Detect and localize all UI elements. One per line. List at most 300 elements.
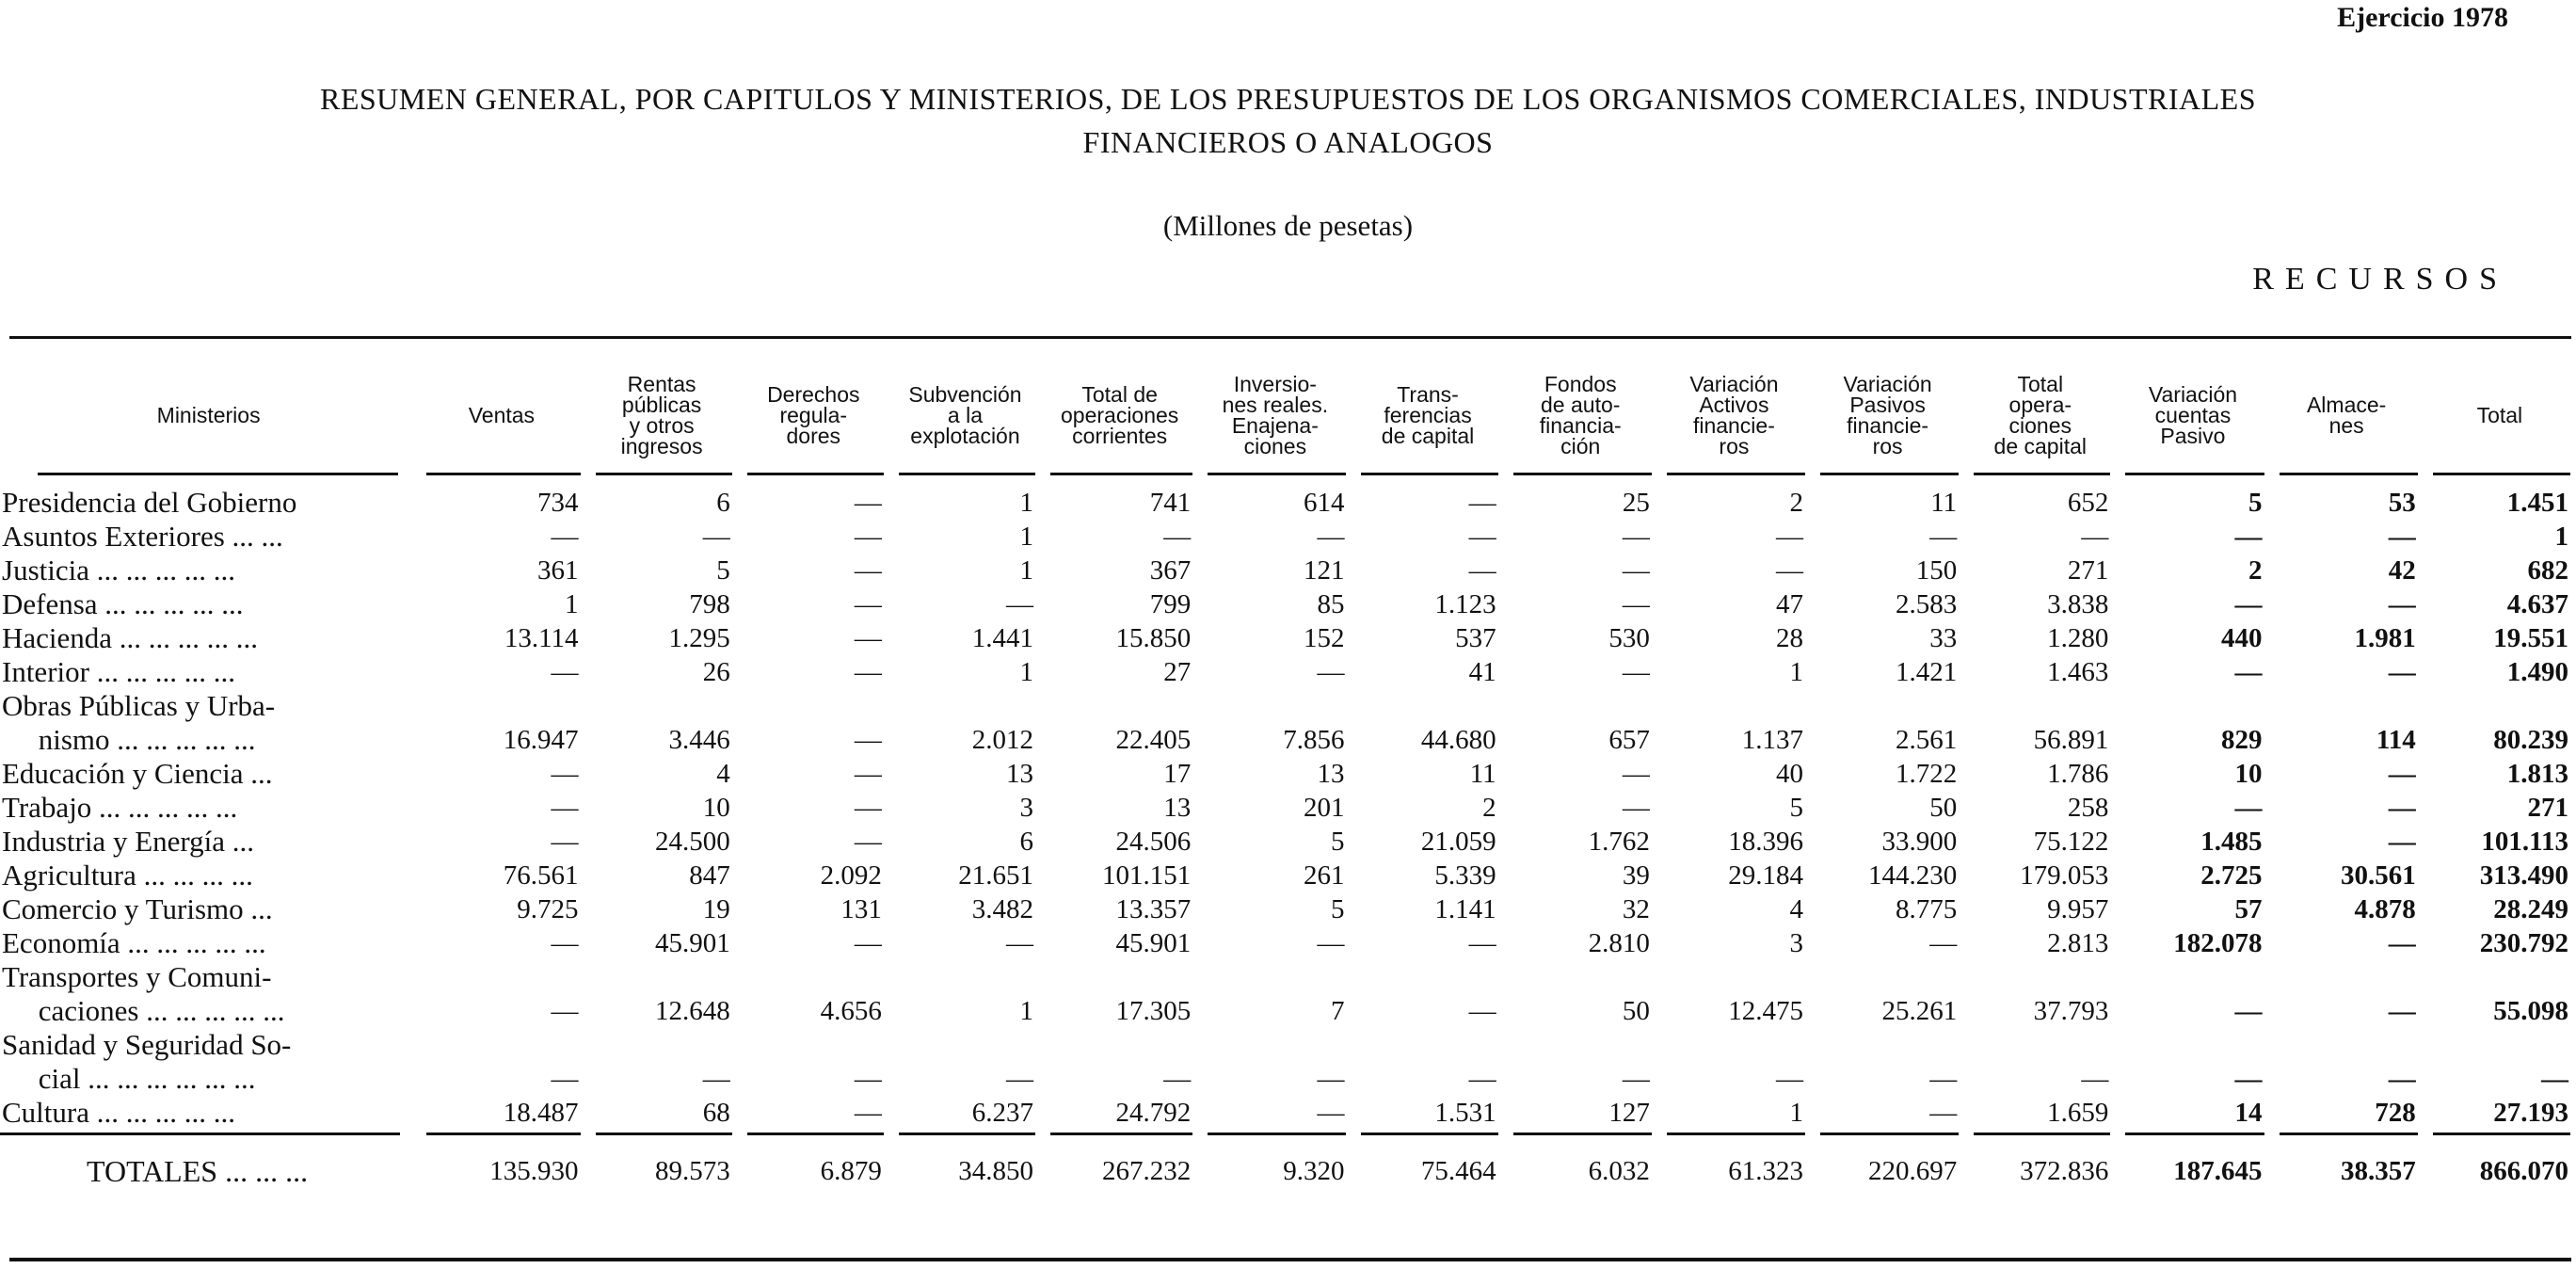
ministry-name: Defensa ... ... ... ... ...	[2, 587, 244, 620]
cell-value: 3	[1789, 928, 1803, 958]
cell-value: 1	[1019, 522, 1034, 552]
column-header	[1504, 346, 1657, 483]
cell-value: 76.561	[503, 860, 579, 891]
cell-value: 85	[1317, 589, 1345, 619]
cell-value	[1811, 1025, 1964, 1059]
column-header-label: Almace- nes	[2306, 392, 2387, 438]
cell-value: —	[1622, 657, 1650, 687]
cell-value: —	[1468, 522, 1496, 552]
ministry-name: Transportes y Comuni-	[2, 960, 272, 993]
cell-value: 1.441	[971, 623, 1034, 653]
cell-value	[889, 686, 1041, 720]
cell-value	[1811, 957, 1964, 991]
cell-value: 1	[565, 589, 579, 619]
cell-value: 75.122	[2033, 827, 2109, 857]
cell-value: 2.813	[2047, 928, 2109, 958]
cell-value: 24.792	[1115, 1098, 1192, 1128]
cell-value: 3	[1019, 793, 1034, 823]
cell-value: —	[1468, 996, 1496, 1026]
cell-value: 25.261	[1881, 996, 1958, 1026]
cell-value: —	[1163, 1064, 1192, 1094]
column-header	[889, 346, 1041, 483]
cell-value: 21.651	[958, 860, 1034, 891]
cell-value: 1.295	[668, 623, 730, 653]
column-header	[1352, 346, 1503, 483]
cell-value: —	[1317, 522, 1345, 552]
ministry-name: Comercio y Turismo ...	[2, 892, 273, 925]
ministry-name: Industria y Energía ...	[2, 825, 255, 858]
cell-value: —	[1163, 522, 1192, 552]
cell-value: —	[1776, 555, 1803, 586]
table-row	[0, 1093, 2576, 1127]
cell-value	[2270, 1025, 2424, 1059]
table-row	[0, 483, 2576, 517]
column-header	[417, 346, 585, 483]
cell-value: —	[1468, 928, 1496, 958]
cell-value: 13	[1317, 759, 1345, 789]
cell-value: 1	[1019, 996, 1034, 1026]
cell-value: —	[1006, 928, 1034, 958]
cell-value: 121	[1303, 555, 1345, 586]
cell-value: 61.323	[1657, 1127, 1811, 1193]
cell-value: 8.775	[1895, 894, 1958, 924]
cell-value	[1811, 686, 1964, 720]
cell-value: —	[854, 522, 882, 552]
cell-value: 127	[1608, 1098, 1650, 1128]
column-header-label: Inversio- nes reales. Enajena- ciones	[1222, 371, 1329, 458]
cell-value	[1964, 957, 2116, 991]
cell-value	[1657, 686, 1811, 720]
column-header-label: Ministerios	[156, 402, 261, 427]
cell-value: 1.141	[1434, 894, 1496, 924]
cell-value: —	[551, 1064, 579, 1094]
cell-value: 10	[2234, 759, 2263, 789]
column-header	[1198, 346, 1352, 483]
cell-value: 101.113	[2481, 827, 2568, 857]
cell-value: —	[2234, 522, 2263, 552]
cell-value: 271	[2527, 793, 2568, 823]
cell-value: 1	[1019, 488, 1034, 518]
table-row	[0, 1025, 2576, 1059]
cell-value: 15.850	[1115, 623, 1192, 653]
cell-value: 1	[1019, 657, 1034, 687]
column-header-label: Total	[2476, 402, 2523, 427]
cell-value: 13.357	[1115, 894, 1192, 924]
column-header	[586, 346, 738, 483]
cell-value: —	[1622, 793, 1650, 823]
cell-value: 798	[689, 589, 730, 619]
cell-value: 33	[1929, 623, 1958, 653]
cell-value: 6.237	[971, 1098, 1034, 1128]
ministry-name: Cultura ... ... ... ... ...	[2, 1096, 235, 1129]
cell-value: —	[702, 522, 730, 552]
cell-value: 39	[1622, 860, 1650, 891]
cell-value: —	[854, 725, 882, 755]
cell-value: 5	[2248, 488, 2263, 518]
cell-value: 1.137	[1741, 725, 1803, 755]
cell-value: —	[2234, 996, 2263, 1026]
cell-value: 1.490	[2506, 657, 2568, 687]
cell-value: 3.838	[2047, 589, 2109, 619]
column-header-label: Subvención a la explotación	[908, 381, 1022, 448]
cell-value	[417, 957, 585, 991]
column-header-label: Total opera- ciones de capital	[1993, 371, 2087, 458]
ministry-name: Presidencia del Gobierno	[2, 486, 297, 519]
cell-value	[2116, 1025, 2269, 1059]
column-header-label: Total de operaciones corrientes	[1061, 381, 1179, 448]
cell-value: —	[854, 623, 882, 653]
cell-value: 1.762	[1588, 827, 1650, 857]
cell-value: 16.947	[503, 725, 579, 755]
cell-value: —	[854, 928, 882, 958]
column-header	[2270, 346, 2424, 483]
cell-value: 1.123	[1434, 589, 1496, 619]
cell-value: 6.032	[1504, 1127, 1657, 1193]
cell-value: —	[2388, 1064, 2416, 1094]
cell-value: 55.098	[2493, 996, 2568, 1026]
cell-value: 80.239	[2493, 725, 2568, 755]
cell-value: —	[1468, 555, 1496, 586]
cell-value: —	[2388, 657, 2416, 687]
cell-value: 13.114	[504, 623, 579, 653]
cell-value: 17	[1163, 759, 1192, 789]
cell-value	[2424, 686, 2576, 720]
cell-value: 152	[1303, 623, 1345, 653]
cell-value: —	[1622, 555, 1650, 586]
top-rule	[9, 336, 2571, 339]
cell-value	[1504, 957, 1657, 991]
cell-value: 114	[2376, 725, 2416, 755]
cell-value: 9.320	[1198, 1127, 1352, 1193]
cell-value: —	[2234, 657, 2263, 687]
cell-value: 57	[2234, 894, 2263, 924]
cell-value: 2.810	[1588, 928, 1650, 958]
exercise-year: Ejercicio 1978	[2337, 2, 2508, 33]
cell-value: 4.878	[2354, 894, 2416, 924]
cell-value: —	[1317, 1098, 1345, 1128]
cell-value: 182.078	[2173, 928, 2263, 958]
cell-value: 220.697	[1811, 1127, 1964, 1193]
table-row	[0, 686, 2576, 720]
cell-value: 21.059	[1420, 827, 1496, 857]
cell-value	[1504, 686, 1657, 720]
cell-value: —	[551, 657, 579, 687]
cell-value	[1198, 1025, 1352, 1059]
cell-value: 5.339	[1434, 860, 1496, 891]
cell-value: 101.151	[1102, 860, 1192, 891]
column-header-label: Variación Pasivos financie- ros	[1843, 371, 1932, 458]
cell-value: 13	[1006, 759, 1034, 789]
table-body	[0, 483, 2576, 1193]
cell-value: 131	[840, 894, 882, 924]
cell-value	[1352, 957, 1503, 991]
cell-value: 53	[2388, 488, 2416, 518]
cell-value	[417, 1025, 585, 1059]
cell-value: —	[854, 589, 882, 619]
cell-value: —	[2234, 589, 2263, 619]
table-row	[0, 1059, 2576, 1093]
cell-value: 19	[702, 894, 730, 924]
column-header-label: Trans- ferencias de capital	[1381, 381, 1475, 448]
cell-value: 829	[2221, 725, 2263, 755]
cell-value: 25	[1622, 488, 1650, 518]
cell-value: —	[2081, 522, 2109, 552]
ministry-name: caciones ... ... ... ... ...	[2, 994, 285, 1027]
cell-value: —	[1006, 589, 1034, 619]
ministry-name: Agricultura ... ... ... ...	[2, 859, 253, 892]
cell-value: —	[551, 996, 579, 1026]
cell-value: 372.836	[1964, 1127, 2116, 1193]
cell-value	[2424, 1025, 2576, 1059]
cell-value: 799	[1149, 589, 1192, 619]
cell-value	[1352, 1025, 1503, 1059]
cell-value: —	[2388, 827, 2416, 857]
cell-value: 2	[1482, 793, 1496, 823]
cell-value: —	[551, 759, 579, 789]
ministry-name: Obras Públicas y Urba-	[2, 689, 276, 722]
cell-value: —	[551, 793, 579, 823]
cell-value	[738, 686, 889, 720]
cell-value: 5	[1330, 894, 1345, 924]
cell-value: 2	[2248, 555, 2263, 586]
cell-value: —	[1776, 522, 1803, 552]
ministry-name: Educación y Ciencia ...	[2, 757, 273, 790]
cell-value	[586, 957, 738, 991]
ministry-name: Economía ... ... ... ... ...	[2, 926, 266, 959]
document-title	[38, 77, 2538, 164]
cell-value: 40	[1776, 759, 1803, 789]
units-caption: (Millones de pesetas)	[1162, 209, 1414, 242]
cell-value: 5	[716, 555, 730, 586]
cell-value: —	[2541, 1064, 2568, 1094]
column-header	[738, 346, 889, 483]
cell-value: —	[2388, 793, 2416, 823]
cell-value: 3.482	[971, 894, 1034, 924]
cell-value: —	[1622, 759, 1650, 789]
cell-value: 50	[1622, 996, 1650, 1026]
ministry-name: TOTALES ... ... ...	[0, 1127, 417, 1193]
cell-value: 11	[1930, 488, 1958, 518]
cell-value: 44.680	[1420, 725, 1496, 755]
cell-value: 734	[537, 488, 579, 518]
cell-value: —	[854, 555, 882, 586]
cell-value: 267.232	[1041, 1127, 1198, 1193]
cell-value: 22.405	[1115, 725, 1192, 755]
cell-value: —	[1006, 1064, 1034, 1094]
cell-value: 28.249	[2493, 894, 2568, 924]
cell-value: 313.490	[2479, 860, 2568, 891]
cell-value: 24.500	[654, 827, 730, 857]
cell-value: —	[2234, 1064, 2263, 1094]
cell-value: —	[2388, 589, 2416, 619]
cell-value	[1041, 957, 1198, 991]
table-row	[0, 754, 2576, 788]
cell-value	[1657, 1025, 1811, 1059]
table-row	[0, 517, 2576, 551]
column-header	[1657, 346, 1811, 483]
column-header-label: Derechos regula- dores	[767, 381, 860, 448]
cell-value: —	[2388, 522, 2416, 552]
cell-value: 537	[1455, 623, 1496, 653]
cell-value: —	[1317, 657, 1345, 687]
cell-value: 440	[2221, 623, 2263, 653]
cell-value: 367	[1149, 555, 1192, 586]
cell-value: 2.092	[820, 860, 882, 891]
cell-value: 2.012	[971, 725, 1034, 755]
cell-value: —	[1929, 1064, 1958, 1094]
cell-value: 187.645	[2116, 1127, 2269, 1193]
cell-value	[1198, 957, 1352, 991]
title-line-1: RESUMEN GENERAL, POR CAPITULOS Y MINISTERIOS, DE LOS PRESUPUESTOS DE LOS ORGANISMOS COMERCIALES, INDUSTRIALES	[319, 82, 2257, 116]
cell-value: —	[1929, 928, 1958, 958]
cell-value: 5	[1789, 793, 1803, 823]
cell-value: 41	[1468, 657, 1496, 687]
column-header	[1811, 346, 1964, 483]
table-row	[0, 856, 2576, 890]
cell-value: 682	[2527, 555, 2568, 586]
cell-value: 2.725	[2200, 860, 2263, 891]
cell-value	[2116, 957, 2269, 991]
title-line-2: FINANCIEROS O ANALOGOS	[1082, 125, 1494, 159]
ministry-name: Trabajo ... ... ... ... ...	[2, 791, 238, 824]
table-row	[0, 720, 2576, 754]
cell-value: 56.891	[2033, 725, 2109, 755]
column-header	[2116, 346, 2269, 483]
cell-value: 1.659	[2047, 1098, 2109, 1128]
cell-value: 4	[716, 759, 730, 789]
cell-value: —	[1468, 488, 1496, 518]
cell-value: 11	[1469, 759, 1496, 789]
cell-value: 30.561	[2340, 860, 2416, 891]
cell-value: —	[854, 1064, 882, 1094]
cell-value: 179.053	[2020, 860, 2109, 891]
cell-value: 18.487	[503, 1098, 579, 1128]
cell-value: 10	[702, 793, 730, 823]
cell-value: —	[1622, 1064, 1650, 1094]
bottom-rule	[9, 1258, 2571, 1261]
cell-value: 13	[1163, 793, 1192, 823]
cell-value: 42	[2388, 555, 2416, 586]
cell-value: 18.396	[1728, 827, 1803, 857]
cell-value: 45.901	[1115, 928, 1192, 958]
cell-value: 728	[2375, 1098, 2416, 1128]
cell-value	[1198, 686, 1352, 720]
cell-value: —	[854, 793, 882, 823]
ministry-name: Asuntos Exteriores ... ...	[2, 520, 283, 553]
cell-value	[1504, 1025, 1657, 1059]
cell-value: 652	[2067, 488, 2109, 518]
cell-value: —	[854, 759, 882, 789]
cell-value	[586, 1025, 738, 1059]
cell-value: 9.957	[2047, 894, 2109, 924]
cell-value: 150	[1915, 555, 1958, 586]
cell-value	[586, 686, 738, 720]
cell-value	[2270, 957, 2424, 991]
cell-value: 1.280	[2047, 623, 2109, 653]
cell-value: 12.475	[1728, 996, 1803, 1026]
cell-value: 14	[2234, 1098, 2263, 1128]
cell-value: 657	[1608, 725, 1650, 755]
cell-value: 1	[1789, 1098, 1803, 1128]
cell-value: 4.656	[820, 996, 882, 1026]
cell-value: —	[2388, 996, 2416, 1026]
cell-value: 68	[702, 1098, 730, 1128]
cell-value: 847	[689, 860, 730, 891]
cell-value: 866.070	[2424, 1127, 2576, 1193]
cell-value: —	[2388, 928, 2416, 958]
column-header	[1964, 346, 2116, 483]
cell-value: 1.451	[2506, 488, 2568, 518]
column-header-label: Ventas	[468, 402, 536, 427]
column-header	[2424, 346, 2576, 483]
cell-value: —	[2234, 793, 2263, 823]
cell-value: 3.446	[668, 725, 730, 755]
cell-value	[417, 686, 585, 720]
cell-value: 2	[1789, 488, 1803, 518]
cell-value: 34.850	[889, 1127, 1041, 1193]
cell-value: —	[1317, 1064, 1345, 1094]
cell-value	[1041, 1025, 1198, 1059]
table-row	[0, 618, 2576, 652]
cell-value: —	[1622, 589, 1650, 619]
cell-value: 6	[716, 488, 730, 518]
cell-value: —	[1929, 1098, 1958, 1128]
cell-value: —	[551, 522, 579, 552]
cell-value: 75.464	[1352, 1127, 1503, 1193]
ministry-name: Hacienda ... ... ... ... ...	[2, 621, 259, 654]
cell-value	[1964, 1025, 2116, 1059]
cell-value	[738, 957, 889, 991]
cell-value	[2424, 957, 2576, 991]
cell-value: 1.463	[2047, 657, 2109, 687]
table-row	[0, 585, 2576, 618]
cell-value: 9.725	[517, 894, 579, 924]
cell-value: 37.793	[2033, 996, 2109, 1026]
table-row	[0, 957, 2576, 991]
cell-value: —	[854, 657, 882, 687]
cell-value: 6	[1019, 827, 1034, 857]
cell-value: —	[1776, 1064, 1803, 1094]
cell-value: 1.421	[1895, 657, 1958, 687]
cell-value: 2.561	[1895, 725, 1958, 755]
cell-value: 135.930	[417, 1127, 585, 1193]
cell-value: —	[1929, 522, 1958, 552]
cell-value: 33.900	[1881, 827, 1958, 857]
cell-value: 89.573	[586, 1127, 738, 1193]
cell-value: 7	[1330, 996, 1345, 1026]
totals-row	[0, 1127, 2576, 1193]
cell-value: 19.551	[2493, 623, 2568, 653]
column-header	[1041, 346, 1198, 483]
cell-value: 5	[1330, 827, 1345, 857]
cell-value: —	[2388, 759, 2416, 789]
table-row	[0, 788, 2576, 822]
cell-value: 1	[2554, 522, 2568, 552]
cell-value: 614	[1303, 488, 1345, 518]
cell-value	[1352, 686, 1503, 720]
cell-value: —	[1317, 928, 1345, 958]
cell-value	[889, 957, 1041, 991]
cell-value: 741	[1149, 488, 1192, 518]
cell-value: —	[551, 827, 579, 857]
cell-value: 29.184	[1728, 860, 1803, 891]
cell-value: 530	[1608, 623, 1650, 653]
cell-value: 1.485	[2200, 827, 2263, 857]
cell-value: 38.357	[2270, 1127, 2424, 1193]
cell-value: 271	[2067, 555, 2109, 586]
cell-value: 1.813	[2506, 759, 2568, 789]
ministry-name: nismo ... ... ... ... ...	[2, 723, 256, 756]
